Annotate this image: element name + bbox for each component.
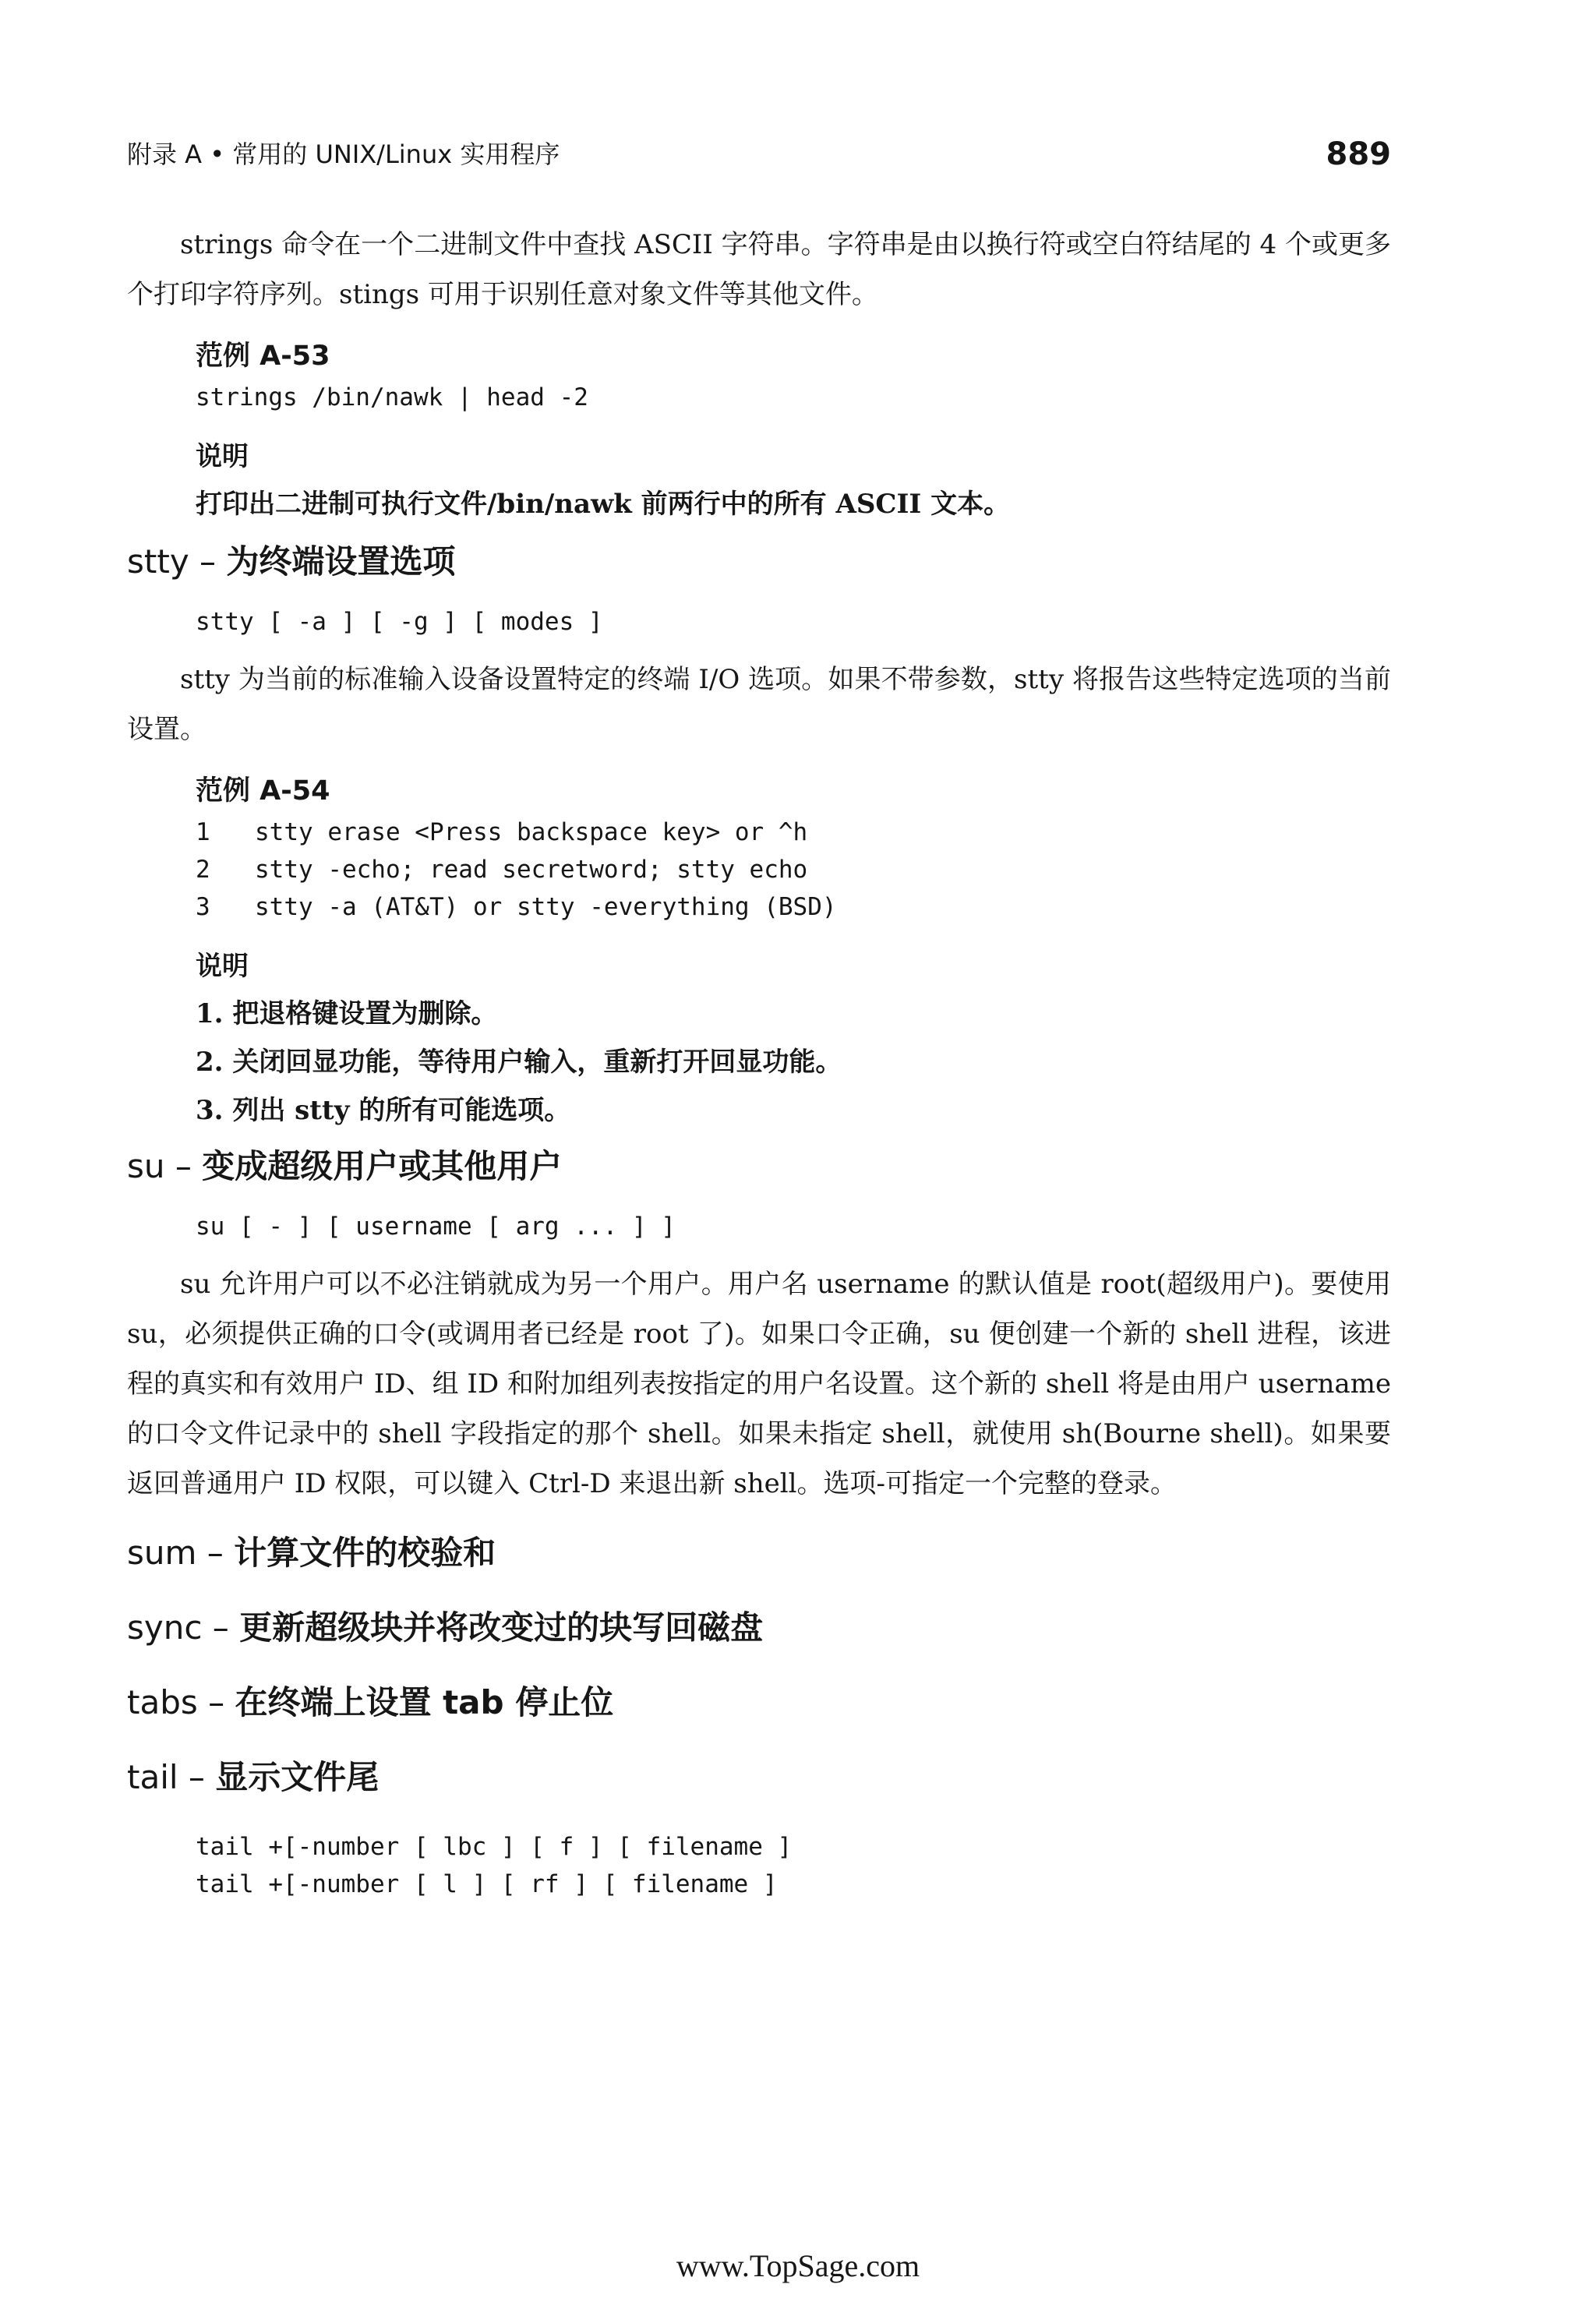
command-description: 更新超级块并将改变过的块写回磁盘 (239, 1608, 764, 1647)
command-description: 显示文件尾 (215, 1758, 380, 1796)
code-text: stty -a (AT&T) or stty -everything (BSD) (255, 893, 837, 921)
example-title: 范例 A-54 (196, 775, 330, 807)
section-heading-stty (127, 538, 1391, 586)
page-number: 889 (1326, 136, 1391, 172)
code-line-2 (196, 851, 1391, 888)
note-item: 2. 关闭回显功能，等待用户输入，重新打开回显功能。 (196, 1047, 842, 1078)
section-heading-sync (127, 1604, 1391, 1652)
strings-paragraph: strings 命令在一个二进制文件中查找 ASCII 字符串。字符串是由以换行符或空白符结尾的 4 个或更多个打印字符序列。stings 可用于识别任意对象文件等其他文件。 (127, 229, 1391, 310)
example-title: 范例 A-53 (196, 341, 330, 372)
command-description: 变成超级用户或其他用户 (202, 1147, 563, 1185)
command-description: 为终端设置选项 (226, 542, 456, 581)
note-item: 1. 把退格键设置为删除。 (196, 998, 498, 1029)
synopsis-line-2: tail +[-number [ l ] [ rf ] [ filename ] (196, 1870, 778, 1898)
line-number: 1 (196, 818, 210, 846)
running-head (127, 134, 1391, 175)
line-number: 2 (196, 856, 210, 884)
command-name: sum – (127, 1534, 224, 1572)
note-title: 说明 (196, 951, 249, 982)
command-name: sync – (127, 1608, 229, 1647)
synopsis: stty [ -a ] [ -g ] [ modes ] (196, 608, 603, 636)
note-item: 3. 列出 stty 的所有可能选项。 (196, 1095, 571, 1126)
footer-url: www.TopSage.com (676, 2248, 920, 2283)
command-description: 计算文件的校验和 (234, 1534, 496, 1572)
page-content (127, 220, 1391, 1903)
code-text: stty erase <Press backspace key> or ^h (255, 818, 808, 846)
command-description: 在终端上设置 tab 停止位 (235, 1683, 614, 1721)
section-heading-tabs (127, 1679, 1391, 1727)
running-title: 附录 A • 常用的 UNIX/Linux 实用程序 (127, 139, 560, 169)
command-name: tabs – (127, 1683, 225, 1721)
section-heading-tail (127, 1753, 1391, 1802)
su-paragraph: su 允许用户可以不必注销就成为另一个用户。用户名 username 的默认值是 root(超级用户)。要使用 su，必须提供正确的口令(或调用者已经是 root 了)。如果口令正确，su 便创建一个新的 shell 进程，该进程的真实和有效用户 ID、组 ID 和附加组列表按指定的用户名设置。这个新的 shell 将是由用户 username 的口令文件记录中的 shell 字段指定的那个 shell。如果未指定 shell，就使用 sh(Bourne shell)。如果要返回普通用户 ID 权限，可以键入 Ctrl-D 来退出新 shell。选项-可指定一个完整的登录。 (127, 1269, 1391, 1499)
note-text: 打印出二进制可执行文件/bin/nawk 前两行中的所有 ASCII 文本。 (196, 489, 1011, 520)
code-line-3 (196, 888, 1391, 926)
note-title: 说明 (196, 441, 249, 472)
code-line-1 (196, 814, 1391, 851)
section-heading-sum (127, 1529, 1391, 1577)
command-name: tail – (127, 1758, 205, 1796)
synopsis-line-1: tail +[-number [ lbc ] [ f ] [ filename ] (196, 1833, 793, 1861)
code-line: strings /bin/nawk | head -2 (196, 383, 588, 411)
code-text: stty -echo; read secretword; stty echo (255, 856, 808, 884)
line-number: 3 (196, 893, 210, 921)
command-name: su – (127, 1147, 192, 1185)
synopsis: su [ - ] [ username [ arg ... ] ] (196, 1213, 676, 1241)
command-name: stty – (127, 542, 217, 581)
example-a-54 (127, 768, 1391, 1135)
example-a-53 (127, 334, 1391, 528)
section-heading-su (127, 1142, 1391, 1191)
stty-paragraph: stty 为当前的标准输入设备设置特定的终端 I/O 选项。如果不带参数，stty 将报告这些特定选项的当前设置。 (127, 664, 1391, 745)
